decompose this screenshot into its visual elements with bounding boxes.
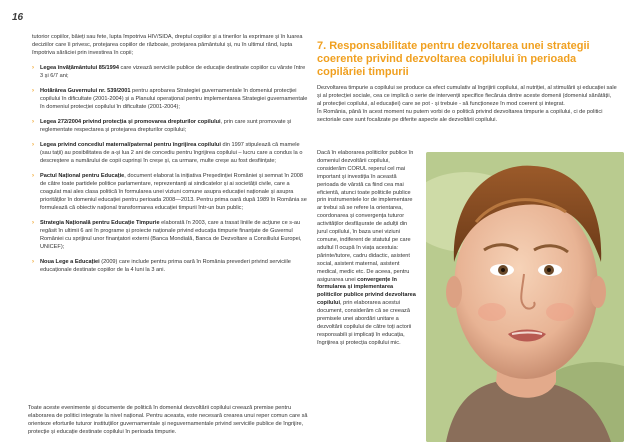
- bullet-item: [32, 64, 308, 80]
- section-title-text: Responsabilitate pentru dezvoltarea unei strategii coerente privind dezvoltarea copilului în perioada copilăriei timpurii: [317, 40, 590, 78]
- bullet-item: [32, 141, 308, 165]
- bullet-bold: Noua Lege a Educației: [40, 259, 100, 265]
- bullet-arrow-icon: ›: [32, 65, 34, 71]
- narrow-lead: Dacă în elaborarea politicilor publice în domeniul dezvoltării copilului, considerăm CORUL reperul cel mai important și investiția în această perioada de vârstă ca fiind cea mai eficientă, atunci toate politicile publice prin instrumentele lor de implementare ar trebui să se refere la orientarea, coordonarea și convergența tuturor activităților desfășurate de adulții din jurul copilului, în baza unei viziuni comune, indiferent de statutul pe care adultul îl ocupă în viața acestuia: părinte/tutore, cadru didactic, asistent social, asistent maternal, asistent medical, medic etc. De aceea, pentru asigurarea unei: [317, 150, 414, 283]
- bullet-arrow-icon: ›: [32, 119, 34, 125]
- bullet-item: [32, 118, 308, 134]
- bullet-text: elaborată în 2003, care a trasat liniile de acțiune ce s-au regăsit în ultimii 6 ani în programe și proiecte naționale privind educația timpurie finanțate de Guvernul României cu sprijinul unor finanțatori externi (Banca Mondială, Banca de Dezvoltare a Consiliului Europei, UNICEF);: [40, 220, 302, 250]
- bullet-text: (2009) care include pentru prima oară în România prevederi privind serviciile educaționale destinate copiilor de la 4 luni la 3 ani.: [40, 259, 291, 273]
- left-column: [32, 33, 308, 281]
- bullet-item: [32, 172, 308, 212]
- closing-paragraph: Toate aceste evenimente și documente de politică în domeniul dezvoltării copilului creează premise pentru elaborarea de politici integrate la nivel național. Pentru aceasta, este necesară crearea unui reper comun care să orienteze eforturile tuturor instituțiilor guvernamentale și neguvernamentale privind serviciile publice de îngrijire, protecție și educație destinate copilului în perioada timpurie.: [28, 405, 308, 435]
- narrow-tail: , prin elaborarea acestui document, considerăm că se creează premisele unei abordări unitare a dezvoltării copilului de către toți actorii responsabili și implicați în educația, îngrijirea și protecția copilului mic.: [317, 300, 412, 346]
- right-text-narrow: [317, 150, 417, 348]
- bullet-bold: Legea privind concediul maternal/paternal pentru îngrijirea copilului: [40, 142, 221, 148]
- narrow-bold: convergențe în formularea și implementarea politicilor publice privind dezvoltarea copilului: [317, 276, 416, 307]
- bullet-arrow-icon: ›: [32, 88, 34, 94]
- bullet-arrow-icon: ›: [32, 173, 34, 179]
- bullet-list: [32, 64, 308, 274]
- bullet-item: [32, 87, 308, 111]
- bullet-item: [32, 219, 308, 251]
- bullet-arrow-icon: ›: [32, 259, 34, 265]
- bullet-text: pentru aprobarea Strategiei guvernamentale în domeniul protecției copilului în dificultate (2001-2004) și a Planului operațional pentru implementarea Strategiei guvernamentale în domeniul protecției copilului în dificultate (2001-2004);: [40, 88, 308, 110]
- bullet-bold: Pactul Național pentru Educație: [40, 173, 125, 179]
- bullet-text: , document elaborat la inițiativa Președinției României și semnat în 2008 de către toate partidele politice parlamentare, reprezentanți ai sindicatelor și ai societății civile, care a coagulat mai ales clasa politică în formularea unei viziuni comune asupra educației naționale și asupra priorităților în domeniul educației pentru perioada 2008—2013. Pentru prima oară după 1989 în România se formulează că obiectiv național transformarea educației timpurii într-un bun public;: [40, 173, 307, 211]
- bullet-arrow-icon: ›: [32, 142, 34, 148]
- bullet-bold: Strategia Națională pentru Educație Timpurie: [40, 220, 160, 226]
- bullet-arrow-icon: ›: [32, 220, 34, 226]
- page-number: 16: [12, 12, 24, 23]
- right-text-full: [317, 84, 617, 124]
- bullet-bold: Legea 272/2004 privind protecția și promovarea drepturilor copilului: [40, 119, 221, 125]
- section-title: [317, 40, 617, 79]
- right-paragraph-1: Dezvoltarea timpurie a copilului se produce ca efect cumulativ al îngrijirii copilului, al nutriției, al stimulării și educației sale și al protecției sociale, cea ce implică o serie de intervenții specifice fiecăruia dintre aceste domenii (domeniul sănătății, al protecției copilului, al educației) care se pot - și trebuie - să funcționeze în mod coerent și integrat.: [317, 85, 617, 107]
- bullet-bold: Hotărârea Guvernului nr. 539/2001: [40, 88, 131, 94]
- child-photo: [426, 152, 624, 442]
- bullet-text: care vizează serviciile publice de educație destinate copiilor cu vârste între 3 și 6/7 ani;: [40, 65, 306, 79]
- section-number: 7.: [317, 40, 327, 52]
- bullet-item: [32, 258, 308, 274]
- bullet-text: din 1997 stipulează că mamele (sau tații) au posibilitatea de a-și lua 2 ani de concediu pentru îngrijirea copilului – lucru care a condus la o descreștere a numărului de copii cuprinși în creșe și, ca urmare, multe creșe au fost desființate;: [40, 142, 303, 164]
- right-paragraph-3: [317, 150, 417, 348]
- child-illustration: [426, 152, 624, 442]
- left-intro: tutorior copiilor, băieți sau fete, lupta împotriva HIV/SIDA, dreptul copiilor și a tinerilor la exprimare și în luarea deciziilor care îi privesc, protejarea copiilor de războaie, protejarea pământului și, nu în ultimul rând, lupta împotriva sărăciei prin investirea în copii;: [32, 34, 303, 56]
- bullet-text: , prin care sunt promovate și reglementate respectarea și protejarea drepturilor copilului;: [40, 119, 292, 133]
- right-paragraph-2: În România, până în acest moment nu putem vorbi de o politică privind dezvoltarea timpurie a copilului, ci de politici sectoriale care sunt focalizate pe diferite aspecte ale dezvoltării copilului.: [317, 109, 603, 123]
- bullet-bold: Legea învățământului 85/1994: [40, 65, 119, 71]
